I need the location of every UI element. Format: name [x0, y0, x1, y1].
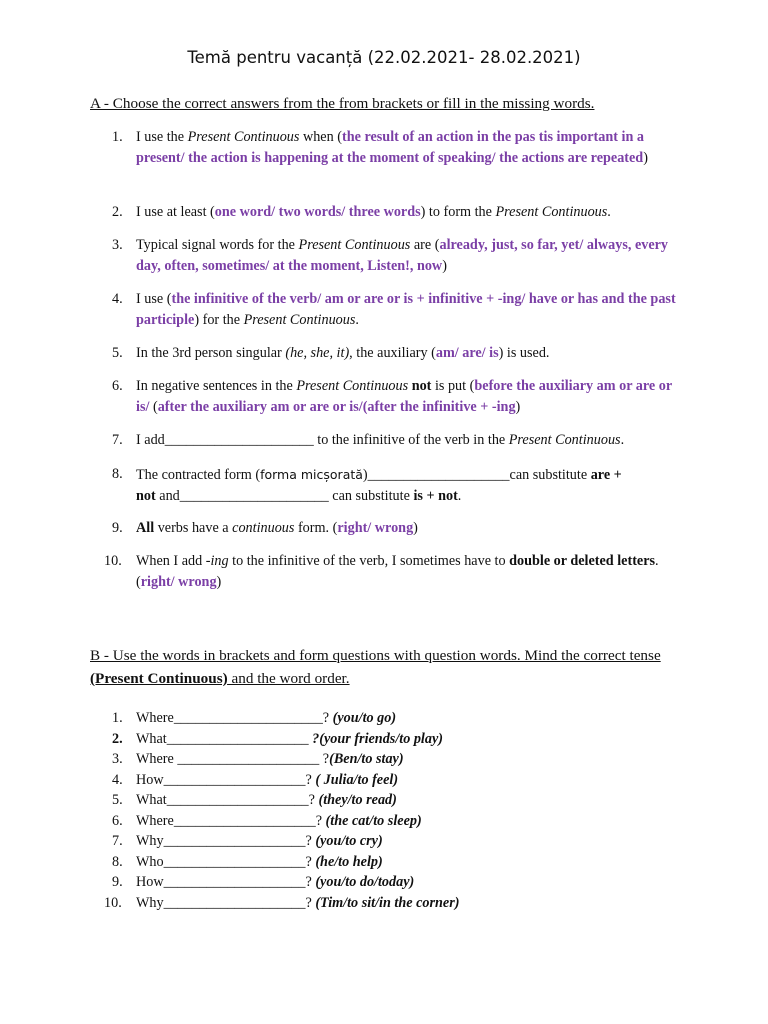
b-item-5: 5. What____________________? (they/to read)	[112, 792, 397, 808]
hint: (the cat/to sleep)	[325, 813, 422, 829]
item-number: 7.	[112, 432, 123, 448]
b-item-2: 2. What____________________ ?(your friends/to play)	[112, 731, 443, 747]
b-item-6: 6. Where____________________? (the cat/to sleep)	[112, 813, 422, 829]
a-item-2: 2. I use at least (one word/ two words/ three words) to form the Present Continuous.	[112, 202, 682, 223]
hint: (you/to do/today)	[315, 874, 415, 890]
fill-blank: ____________________	[163, 854, 306, 870]
a-item-8: 8. The contracted form (forma micșorată)____________________can substitute are + not and_____________________ can substitute is + not.	[112, 466, 622, 504]
a-item-4: 4. I use (the infinitive of the verb/ am or are or is + infinitive + -ing/ have or has and the past participle) for the Present Continuous.	[112, 291, 676, 328]
item-number: 9.	[112, 520, 123, 536]
fill-blank: ____________________	[163, 874, 306, 890]
item-number: 10.	[104, 553, 122, 569]
item-number: 1.	[112, 129, 123, 145]
hint: (Tim/to sit/in the corner)	[315, 895, 460, 911]
page-title: Temă pentru vacanță (22.02.2021- 28.02.2021)	[187, 48, 581, 67]
b-item-3: 3. Where ____________________ ?(Ben/to stay)	[112, 751, 404, 767]
b-item-10: 10. Why____________________? (Tim/to sit/in the corner)	[104, 895, 460, 911]
section-a-heading: A - Choose the correct answers from the from brackets or fill in the missing words.	[90, 95, 595, 112]
answer-options: already, just, so far, yet/ always, every day, often, sometimes/ at the moment, Listen!, now	[136, 237, 669, 274]
answer-options: the infinitive of the verb/ am or are or is + infinitive + -ing/ have or has and the past participle	[136, 291, 676, 328]
fill-blank: ____________________	[166, 731, 313, 747]
answer-options: right/ wrong	[140, 574, 217, 590]
answer-options: am/ are/ is	[435, 345, 499, 361]
fill-blank: ____________________	[166, 792, 309, 808]
fill-blank: _____________________	[173, 710, 323, 726]
a-item-7: 7. I add_____________________ to the infinitive of the verb in the Present Continuous.	[112, 430, 682, 451]
b-item-8: 8. Who____________________? (he/to help)	[112, 854, 383, 870]
hint: ( Julia/to feel)	[315, 772, 399, 788]
fill-blank: I add_____________________ to the infinitive of the verb in the	[136, 432, 509, 448]
answer-options: one word/ two words/ three words	[214, 204, 421, 220]
item-number: 5.	[112, 345, 123, 361]
a-item-9: 9. All verbs have a continuous form. (right/ wrong)	[112, 518, 682, 539]
fill-blank: and_____________________ can substitute	[155, 488, 414, 504]
fill-blank: ____________________	[163, 833, 306, 849]
b-item-1: 1. Where_____________________? (you/to go)	[112, 710, 397, 726]
hint: (Ben/to stay)	[329, 751, 404, 767]
item-number: 3.	[112, 237, 123, 253]
a-item-3: 3. Typical signal words for the Present Continuous are (already, just, so far, yet/ always, every day, often, sometimes/ at the moment, Listen!, now)	[112, 237, 669, 274]
fill-blank: ____________________	[173, 813, 316, 829]
fill-blank: ____________________	[163, 895, 306, 911]
a-item-5: 5. In the 3rd person singular (he, she, it), the auxiliary (am/ are/ is) is used.	[112, 343, 682, 364]
fill-blank: ____________________	[177, 751, 323, 767]
a-item-1: 1. I use the Present Continuous when (the result of an action in the pas tis important in a present/ the action is happening at the moment of speaking/ the actions are repeated)	[112, 129, 648, 166]
hint: (they/to read)	[318, 792, 397, 808]
item-number: 6.	[112, 378, 123, 394]
answer-options: before the auxiliary am or are or is/	[136, 378, 672, 415]
hint: (you/to go)	[332, 710, 397, 726]
fill-blank: ____________________	[163, 772, 306, 788]
answer-options: after the auxiliary am or are or is/(after the infinitive + -ing	[157, 399, 516, 415]
a-item-6: 6. In negative sentences in the Present Continuous not is put (before the auxiliary am or are or is/ (after the auxiliary am or are or is/(after the infinitive + -ing)	[112, 378, 672, 415]
item-number: 8.	[112, 466, 123, 482]
hint: (you/to cry)	[315, 833, 383, 849]
item-number: 2.	[112, 204, 123, 220]
hint: (your friends/to play)	[319, 731, 443, 747]
a-item-10: 10. When I add -ing to the infinitive of the verb, I sometimes have to double or deleted letters. (right/ wrong)	[104, 553, 659, 590]
hint: (he/to help)	[315, 854, 383, 870]
b-item-4: 4. How____________________? ( Julia/to feel)	[112, 772, 399, 788]
item-number: 4.	[112, 291, 123, 307]
b-item-7: 7. Why____________________? (you/to cry)	[112, 833, 383, 849]
answer-options: right/ wrong	[337, 520, 414, 536]
answer-options: the result of an action in the pas tis important in a present/ the action is happening at the moment of speaking/ the actions are repeated	[136, 129, 645, 166]
b-item-9: 9. How____________________? (you/to do/today)	[112, 874, 415, 890]
section-b-heading: B - Use the words in brackets and form questions with question words. Mind the correct tense (Present Continuous) and the word order.	[90, 647, 661, 687]
fill-blank: )____________________can substitute	[362, 467, 591, 483]
